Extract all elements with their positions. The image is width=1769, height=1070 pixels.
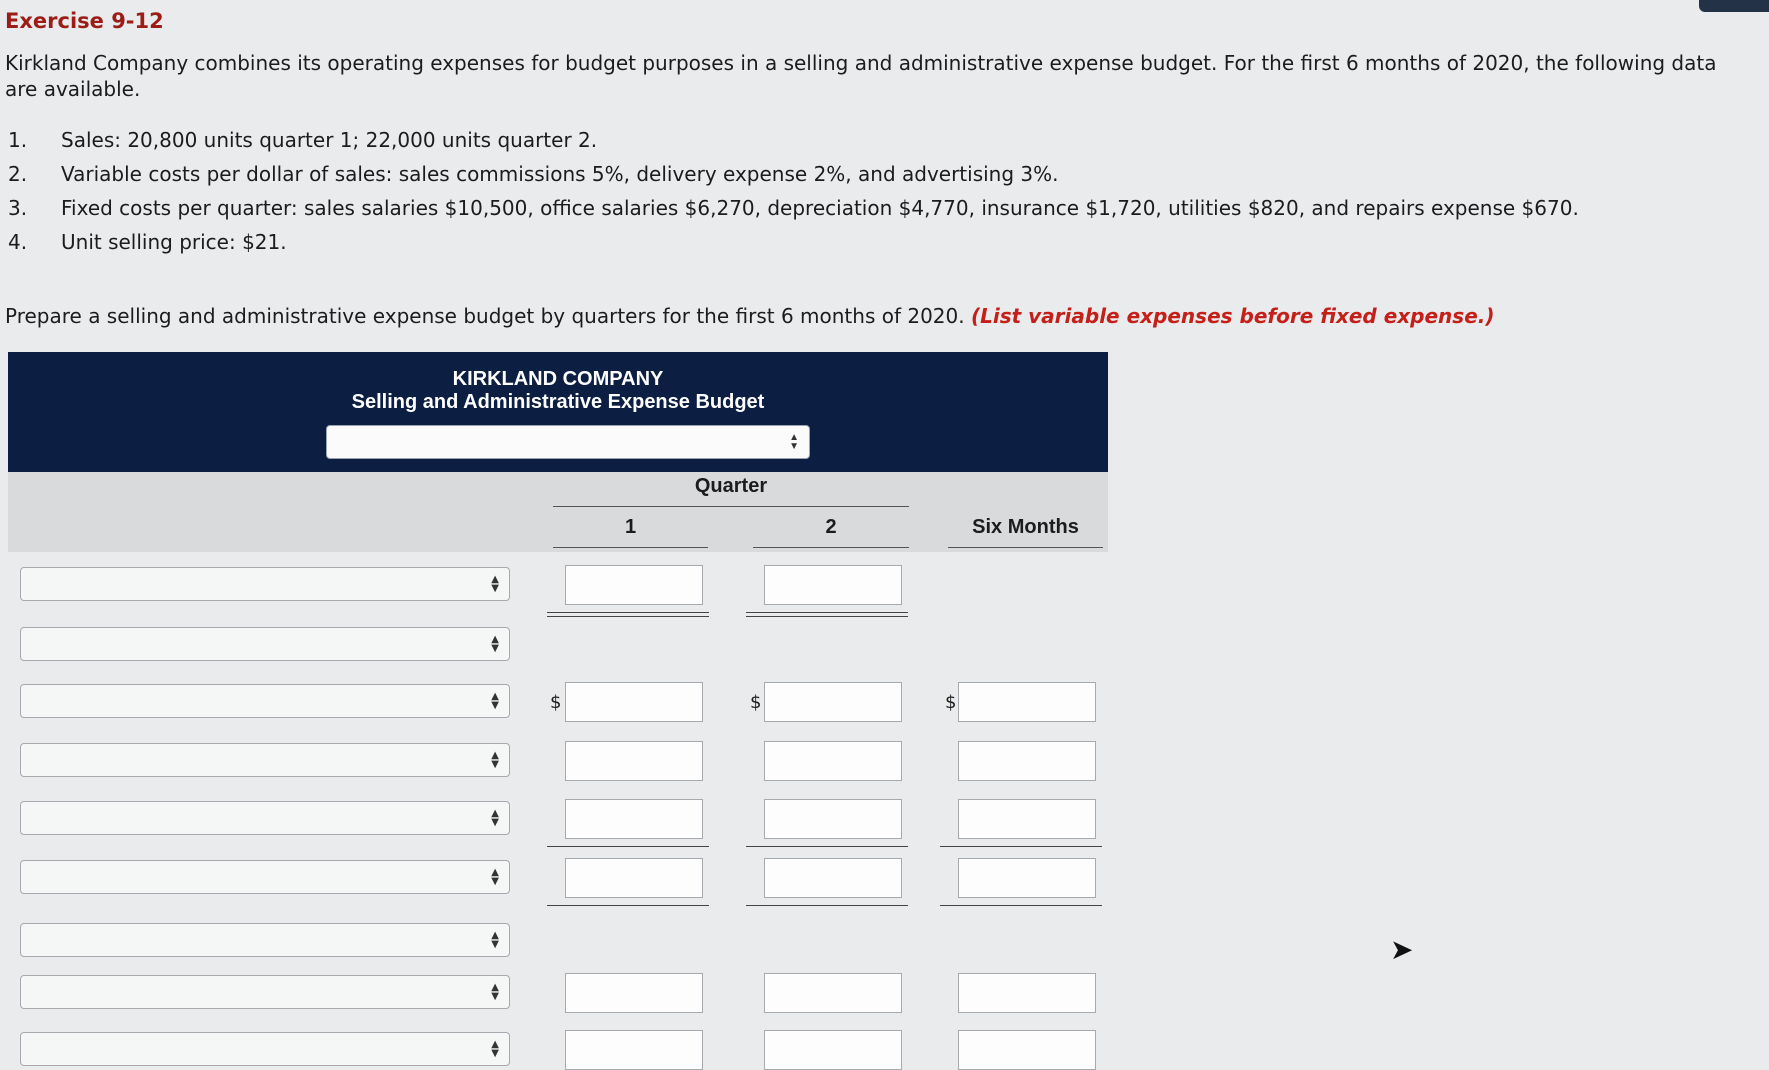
budget-row	[0, 1030, 1100, 1070]
row-label-select[interactable]	[20, 1032, 510, 1066]
budget-row	[0, 682, 1100, 722]
six-months-amount-input[interactable]	[958, 741, 1096, 781]
requirement-text: Unit selling price: $21.	[61, 230, 287, 254]
row-label-select[interactable]	[20, 684, 510, 718]
q1-amount-input[interactable]	[565, 1030, 703, 1070]
budget-row	[0, 565, 1100, 605]
six-months-amount-input[interactable]	[958, 799, 1096, 839]
exercise-title: Exercise 9-12	[5, 9, 164, 33]
quarter-label: Quarter	[553, 475, 909, 507]
budget-row	[0, 973, 1100, 1013]
requirement-number: 4.	[8, 230, 28, 254]
six-months-amount-input[interactable]	[958, 682, 1096, 722]
double-underline	[547, 612, 709, 617]
select-arrows-icon: ▲ ▼	[491, 574, 499, 594]
select-arrows-icon: ▲ ▼	[491, 867, 499, 887]
requirement-number: 1.	[8, 128, 28, 152]
q2-amount-input[interactable]	[764, 858, 902, 898]
requirement-number: 2.	[8, 162, 28, 186]
q2-amount-input[interactable]	[764, 565, 902, 605]
requirement-text: Fixed costs per quarter: sales salaries $10,500, office salaries $6,270, depreciation $4,770, insurance $1,720, utilities $820, and repairs expense $670.	[61, 196, 1579, 220]
budget-row-heading	[0, 921, 1100, 961]
six-months-amount-input[interactable]	[958, 858, 1096, 898]
q2-amount-input[interactable]	[764, 682, 902, 722]
row-label-select[interactable]	[20, 567, 510, 601]
double-underline	[746, 612, 908, 617]
select-arrows-icon: ▲ ▼	[789, 432, 799, 452]
budget-row-heading	[0, 625, 1100, 665]
row-label-select[interactable]	[20, 801, 510, 835]
q1-amount-input[interactable]	[565, 858, 703, 898]
select-arrows-icon: ▲ ▼	[491, 930, 499, 950]
requirement-text: Variable costs per dollar of sales: sales commissions 5%, delivery expense 2%, and advertising 3%.	[61, 162, 1059, 186]
budget-row	[0, 799, 1100, 839]
q2-amount-input[interactable]	[764, 799, 902, 839]
q1-amount-input[interactable]	[565, 682, 703, 722]
underline	[746, 905, 908, 906]
row-label-select[interactable]	[20, 923, 510, 957]
underline	[940, 846, 1102, 847]
q2-amount-input[interactable]	[764, 1030, 902, 1070]
mouse-cursor-icon: ➤	[1390, 933, 1414, 966]
dollar-sign: $	[945, 692, 957, 713]
q1-amount-input[interactable]	[565, 565, 703, 605]
quarter-2-label: 2	[753, 516, 909, 548]
dollar-sign: $	[750, 692, 762, 713]
problem-intro: Kirkland Company combines its operating expenses for budget purposes in a selling and administrative expense budget. For the first 6 months of 2020, the following data are available.	[5, 51, 1717, 101]
row-label-select[interactable]	[20, 975, 510, 1009]
q2-amount-input[interactable]	[764, 973, 902, 1013]
select-arrows-icon: ▲ ▼	[491, 691, 499, 711]
budget-row	[0, 858, 1100, 898]
six-months-label: Six Months	[948, 516, 1103, 548]
select-arrows-icon: ▲ ▼	[491, 982, 499, 1002]
row-label-select[interactable]	[20, 860, 510, 894]
quarter-1-label: 1	[553, 516, 708, 548]
six-months-amount-input[interactable]	[958, 1030, 1096, 1070]
requirement-text: Sales: 20,800 units quarter 1; 22,000 units quarter 2.	[61, 128, 598, 152]
select-arrows-icon: ▲ ▼	[491, 1039, 499, 1059]
budget-header	[8, 352, 1108, 472]
select-arrows-icon: ▲ ▼	[491, 634, 499, 654]
dollar-sign: $	[550, 692, 562, 713]
budget-row	[0, 741, 1100, 781]
column-header	[8, 472, 1108, 552]
instruction	[5, 304, 1495, 328]
instruction-note: (List variable expenses before fixed expense.)	[970, 304, 1495, 328]
row-label-select[interactable]	[20, 743, 510, 777]
select-arrows-icon: ▲ ▼	[491, 750, 499, 770]
underline	[547, 846, 709, 847]
q1-amount-input[interactable]	[565, 973, 703, 1013]
six-months-amount-input[interactable]	[958, 973, 1096, 1013]
company-name: KIRKLAND COMPANY	[452, 368, 664, 390]
q1-amount-input[interactable]	[565, 799, 703, 839]
next-button[interactable]	[1699, 0, 1769, 12]
q1-amount-input[interactable]	[565, 741, 703, 781]
underline	[940, 905, 1102, 906]
select-arrows-icon: ▲ ▼	[491, 808, 499, 828]
row-label-select[interactable]	[20, 627, 510, 661]
underline	[746, 846, 908, 847]
requirement-number: 3.	[8, 196, 28, 220]
budget-title: Selling and Administrative Expense Budget	[351, 391, 765, 413]
q2-amount-input[interactable]	[764, 741, 902, 781]
period-select[interactable]	[326, 425, 810, 459]
underline	[547, 905, 709, 906]
instruction-text: Prepare a selling and administrative expense budget by quarters for the first 6 months of 2020.	[5, 304, 965, 328]
